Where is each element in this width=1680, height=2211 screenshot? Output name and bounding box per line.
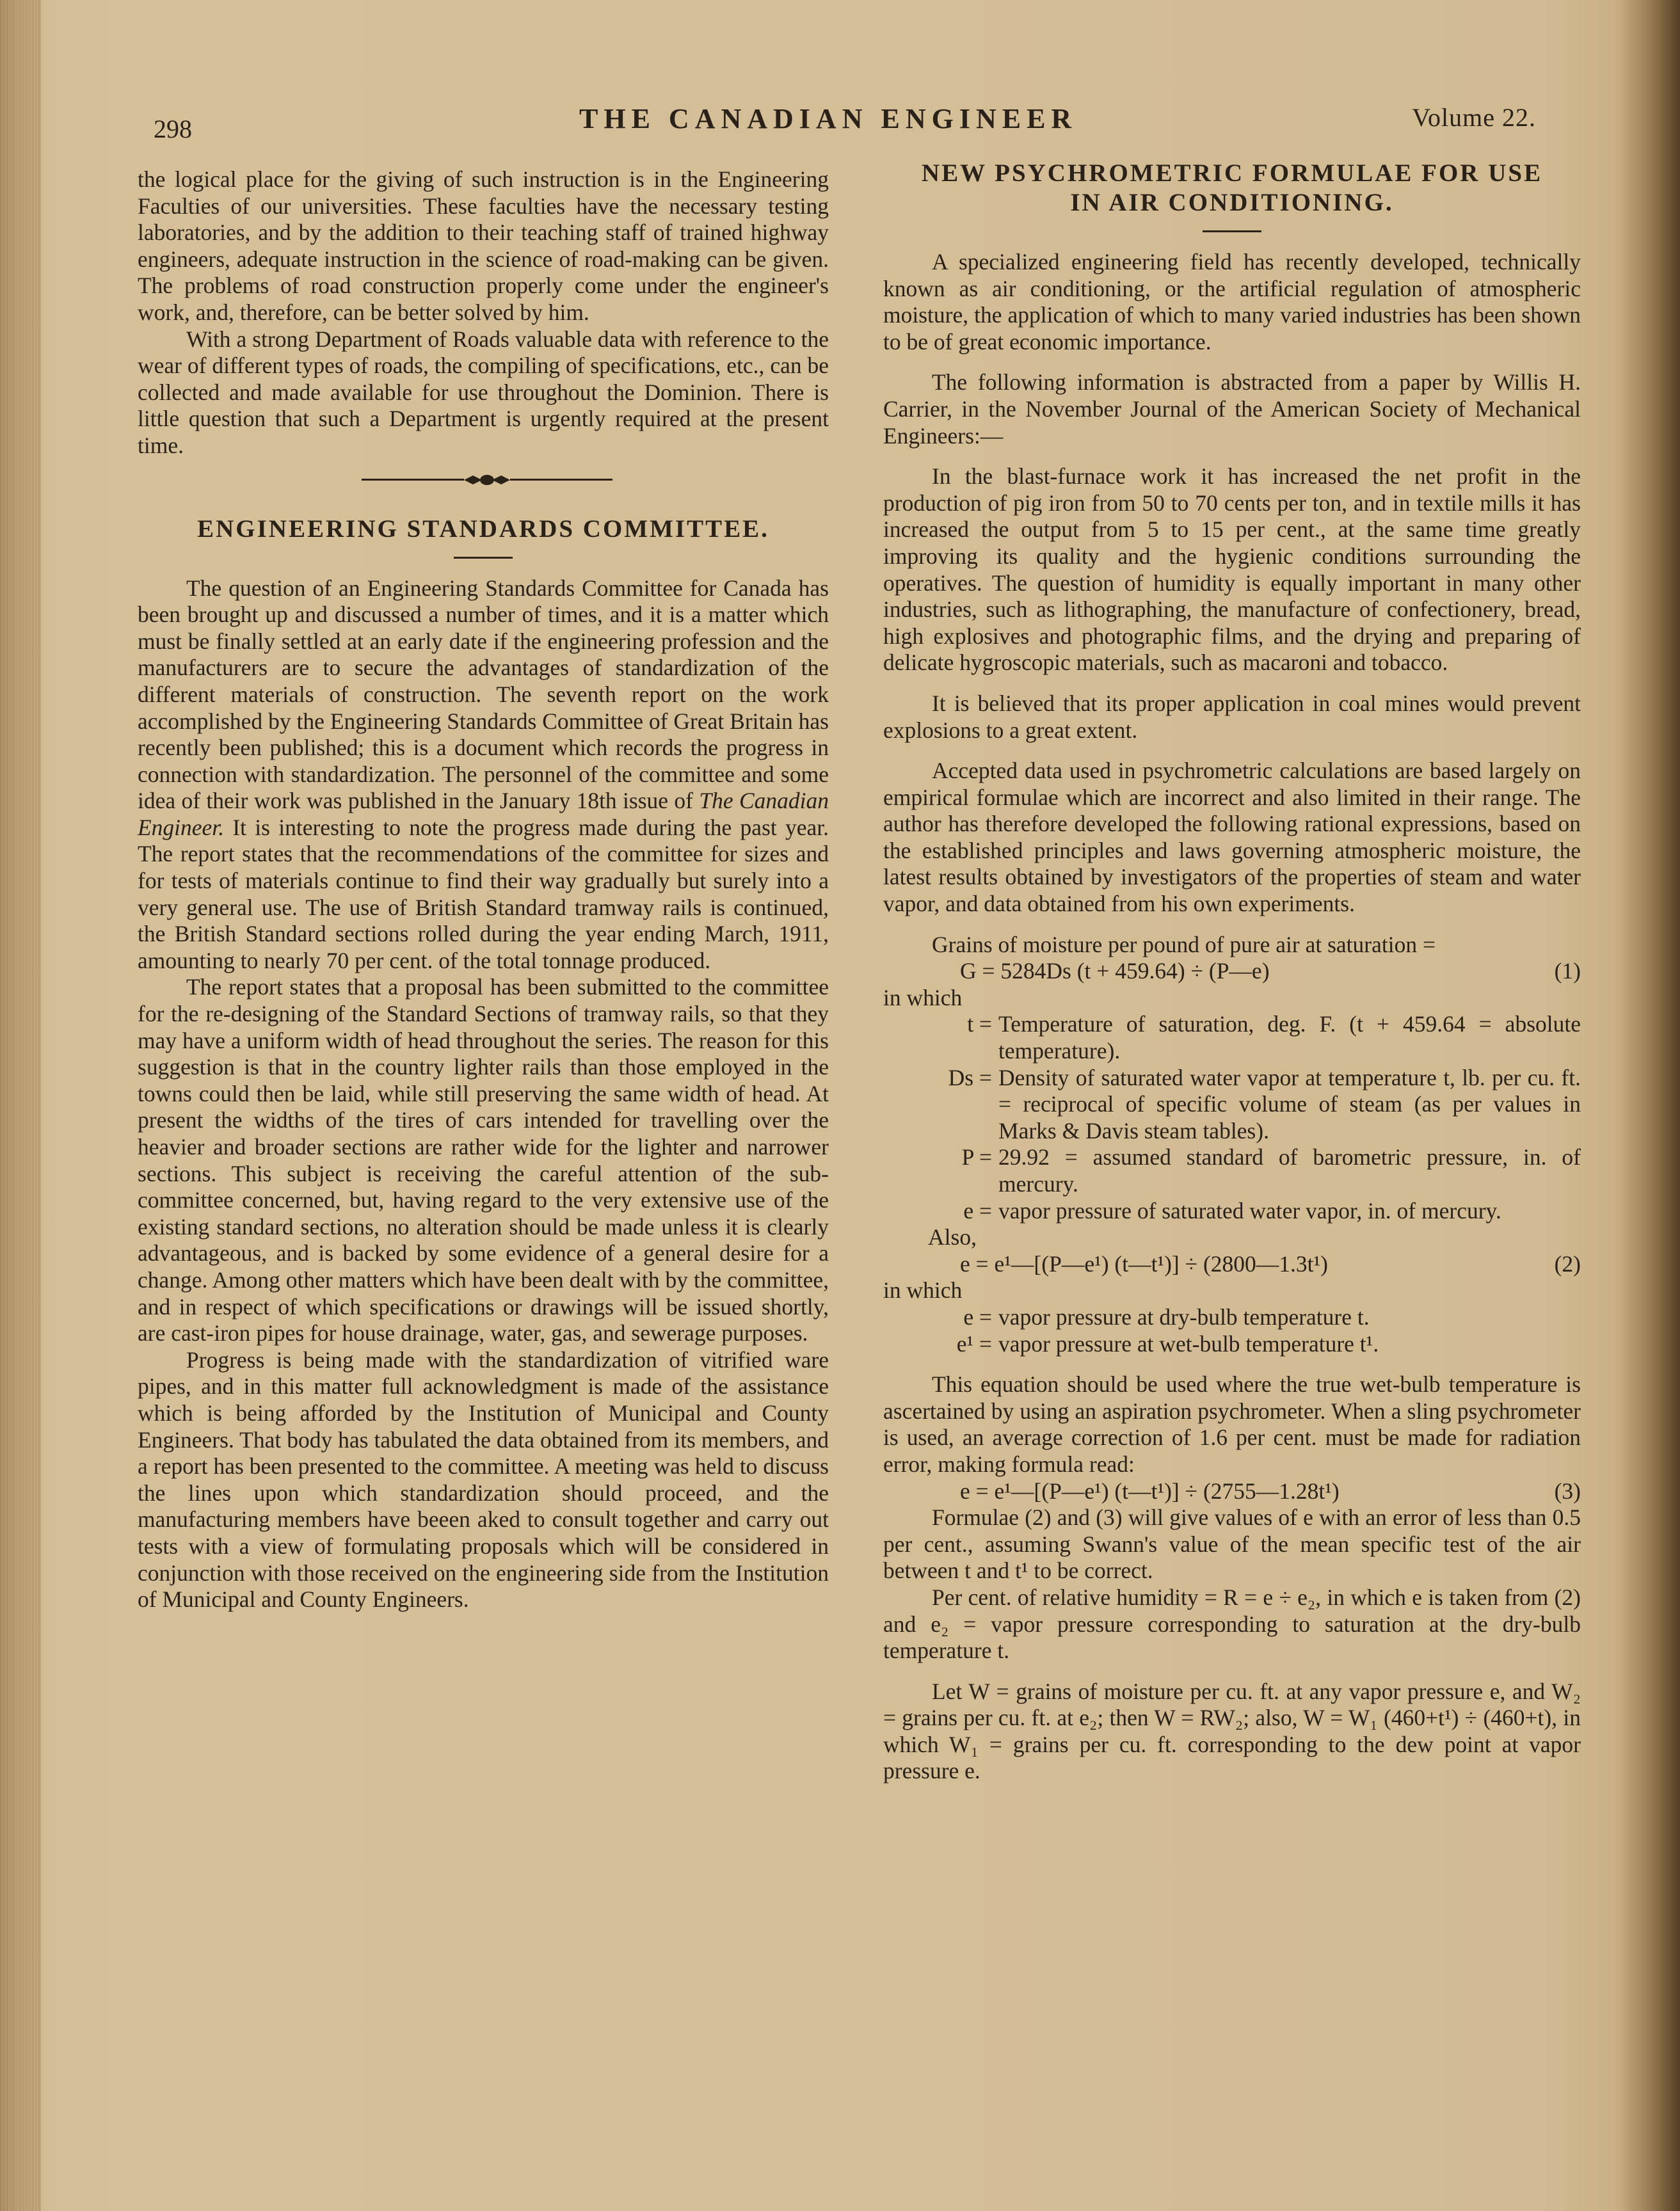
running-header	[154, 96, 1536, 147]
paragraph: in which	[883, 984, 963, 1010]
paragraph: Let W = grains of moisture per cu. ft. at any vapor pressure e, and W₂ = grains per cu. ft. at e₂; then W = RW₂; also, W = W₁ (460+t¹) ÷ (460+t), in which W₁ = grains per cu. ft. corresponding to the dew point at vapor pressure e.	[883, 1678, 1581, 1784]
heading-rule	[454, 557, 513, 559]
paragraph: This equation should be used where the true wet-bulb temperature is ascertained by using an aspiration psychrometer. When a sling psychrometer is used, an average correction of 1.6 per cent. must be made for radiation error, making formula read:	[883, 1371, 1581, 1477]
formula-3: e = e¹—[(P—e¹) (t—t¹)] ÷ (2755—1.28t¹) (3)	[960, 1478, 1581, 1504]
heading-line: NEW PSYCHROMETRIC FORMULAE FOR USE	[921, 159, 1543, 187]
section-heading: ENGINEERING STANDARDS COMMITTEE.	[197, 515, 769, 543]
journal-title: THE CANADIAN ENGINEER	[579, 103, 1078, 134]
section-divider-ornament	[138, 459, 829, 498]
paragraph: Formulae (2) and (3) will give values of e with an error of less than 0.5 per cent., assuming Swann's value of the mean specific test of the air between t and t¹ to be correct.	[883, 1505, 1581, 1584]
definition-row: e = vapor pressure of saturated water vapor, in. of mercury.	[963, 1197, 1501, 1224]
paragraph: the logical place for the giving of such instruction is in the Engineering Faculties of our universities. These faculties have the necessary testing laboratories, and by the addition to their teaching staff of trained highway engineers, adequate instruction in the science of road-making can be given. The problems of road construction properly come under the engineer's work, and, therefore, can be better solved by him.	[138, 166, 829, 325]
heading-rule	[1203, 230, 1261, 232]
formula-1: G = 5284Ds (t + 459.64) ÷ (P—e) (1)	[960, 958, 1581, 984]
definition-row: e = vapor pressure at dry-bulb temperature t.	[963, 1304, 1370, 1330]
book-spine	[0, 0, 41, 2211]
paragraph: In the blast-furnace work it has increased the net profit in the production of pig iron from 50 to 70 cents per ton, and in textile mills it has increased the output from 5 to 15 per cent., at the same time greatly improving its quality and the hygienic conditions surrounding the operatives. The question of humidity is equally important in many other industries, such as lithographing, the manufacture of confectionery, bread, high explosives and photographic films, and the drying and preparing of delicate hygroscopic materials, such as macaroni and tobacco.	[883, 463, 1581, 676]
paragraph: The report states that a proposal has been submitted to the committee for the re-designing of the Standard Sections of tramway rails, so that they may have a uniform width of head throughout the series. The reason for this suggestion is that in the country lighter rails than those employed in the towns could then be laid, while still preserving the same width of head. At present the widths of the tires of cars intended for travelling over the heavier and broader sections are rather wide for the lighter and narrower sections. This subject is receiving the careful attention of the sub-committee concerned, but, having regard to the very extensive use of the existing standard sections, no alteration should be made unless it is clearly advantageous, and is backed by some evidence of a general desire for a change. Among other matters which have been dealt with by the committee, and in respect of which specifications or drawings will be issued shortly, are cast-iron pipes for house drainage, water, gas, and sewerage purposes.	[138, 974, 829, 1346]
page-number: 298	[154, 115, 192, 143]
paragraph: The question of an Engineering Standards Committee for Canada has been brought up and discussed a number of times, and it is a matter which must be finally settled at an early date if the engineering profession and the manufacturers are to secure the advantages of standardization of the different materials of construction. The seventh report on the work accomplished by the Engineering Standards Committee of Great Britain has recently been published; this is a document which records the progress in connection with standardization. The personnel of the committee and some idea of their work was published in the January 18th issue of The Canadian Engineer. It is interesting to note the progress made during the past year. The report states that the recommendations of the committee for sizes and for tests of materials continue to find their way gradually but surely into a very general use. The use of British Standard tramway rails is continued, the British Standard sections rolled during the year ending March, 1911, amounting to nearly 70 per cent. of the total tonnage produced.	[138, 575, 829, 973]
paragraph: in which	[883, 1277, 963, 1304]
paragraph: Grains of moisture per pound of pure air at saturation =	[932, 931, 1436, 957]
paragraph: Also,	[928, 1224, 977, 1250]
right-column	[883, 159, 1581, 1785]
paragraph: A specialized engineering field has recently developed, technically known as air conditioning, or the artificial regulation of atmospheric moisture, the application of which to many varied industries has been shown to be of great economic importance.	[883, 249, 1581, 355]
volume-label: Volume 22.	[1412, 103, 1536, 132]
paragraph: Progress is being made with the standardization of vitrified ware pipes, and in this matter full acknowledgment is made of the assistance which is being afforded by the Institution of Municipal and County Engineers. That body has tabulated the data obtained from its members, and a report has been presented to the committee. A meeting was held to discuss the lines upon which standardization should proceed, and the manufacturing members have beeen aked to consult together and carry out tests with a view of formulating proposals which will be considered in conjunction with those received on the engineering side from the Institution of Municipal and County Engineers.	[138, 1346, 829, 1613]
diamond-ornament-icon	[464, 472, 510, 488]
paragraph: With a strong Department of Roads valuable data with reference to the wear of different types of roads, the compiling of specifications, etc., can be collected and made available for use throughout the Dominion. There is little question that such a Department is urgently required at the present time.	[138, 326, 829, 458]
paragraph: It is believed that its proper application in coal mines would prevent explosions to a great extent.	[883, 690, 1581, 743]
page-edge-shadow	[1622, 0, 1680, 2211]
paragraph: The following information is abstracted from a paper by Willis H. Carrier, in the November Journal of the American Society of Mechanical Engineers:—	[883, 369, 1581, 449]
formula-2: e = e¹—[(P—e¹) (t—t¹)] ÷ (2800—1.3t¹) (2)	[960, 1250, 1581, 1277]
left-column	[138, 166, 829, 1613]
definition-row: e¹ = vapor pressure at wet-bulb temperature t¹.	[956, 1330, 1379, 1357]
definition-row: t = Temperature of saturation, deg. F. (t + 459.64 = absolute temperature).	[967, 1011, 1581, 1064]
article-heading	[883, 159, 1581, 218]
italic-publication-name: The Canadian Engineer.	[138, 788, 829, 840]
heading-line: IN AIR CONDITIONING.	[1070, 189, 1394, 216]
definition-row: P = 29.92 = assumed standard of barometric pressure, in. of mercury.	[961, 1144, 1581, 1197]
definition-row: Ds = Density of saturated water vapor at temperature t, lb. per cu. ft. = reciprocal of specific volume of steam (as per values in Marks & Davis steam tables).	[948, 1064, 1581, 1144]
paragraph: Accepted data used in psychrometric calculations are based largely on empirical formulae which are incorrect and also limited in their range. The author has therefore developed the following rational expressions, based on the established principles and laws governing atmospheric moisture, the latest results obtained by investigators of the properties of steam and water vapor, and data obtained from his own experiments.	[883, 758, 1581, 917]
paragraph: Per cent. of relative humidity = R = e ÷ e₂, in which e is taken from (2) and e₂ = vapor pressure corresponding to saturation at the dry-bulb temperature t.	[883, 1584, 1581, 1664]
